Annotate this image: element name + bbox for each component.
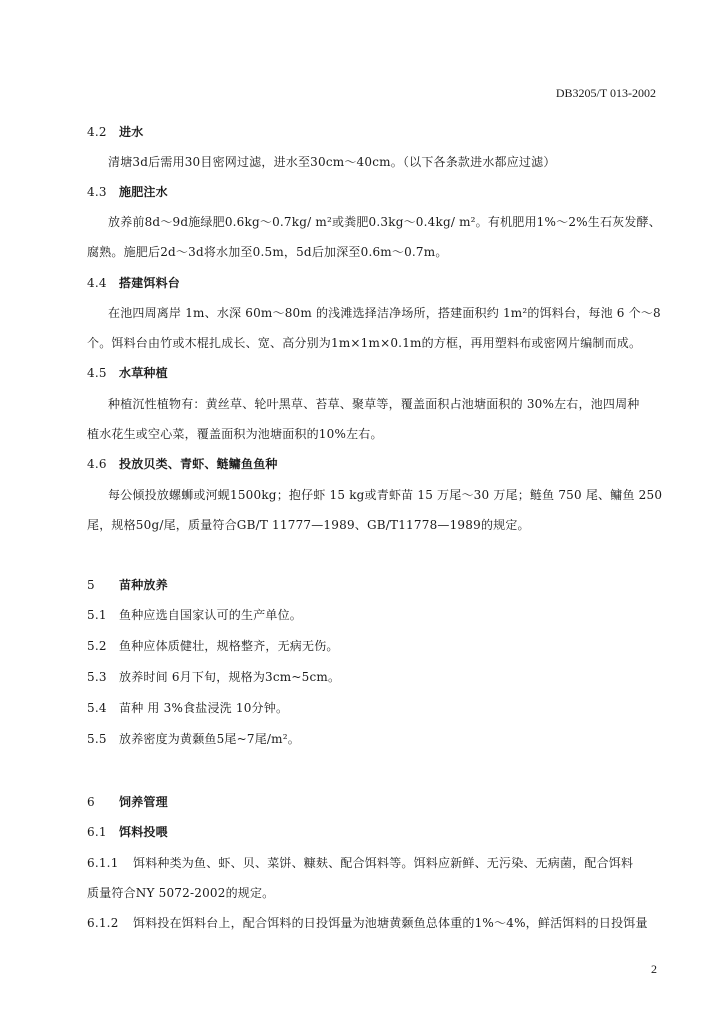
clause-6-1-1: [87, 854, 633, 871]
section-number: 4.2: [87, 125, 107, 139]
section-number: 6: [87, 795, 95, 809]
section-heading-4-5: [87, 364, 168, 381]
clause-text: 苗种 用 3%食盐浸洗 10分钟。: [119, 701, 289, 715]
section-title: 搭建饵料台: [119, 276, 181, 290]
document-code: DB3205/T 013-2002: [555, 86, 656, 100]
clause-number: 6.1.1: [87, 856, 119, 870]
clause-text: 鱼种应体质健壮，规格整齐，无病无伤。: [119, 639, 339, 653]
clause-5-1: [87, 606, 302, 623]
clause-text: 鱼种应选自国家认可的生产单位。: [119, 608, 303, 622]
section-title: 苗种放养: [119, 578, 168, 592]
section-title: 饲养管理: [119, 795, 168, 809]
section-heading-4-6: [87, 455, 278, 472]
section-number: 4.3: [87, 185, 107, 199]
section-title: 进水: [119, 125, 144, 139]
section-heading-6-1: [87, 823, 168, 840]
clause-number: 5.3: [87, 670, 107, 684]
section-title: 投放贝类、青虾、鲢鳙鱼鱼种: [119, 457, 278, 471]
clause-text: 放养时间 6月下旬，规格为3cm~5cm。: [119, 670, 341, 684]
clause-number: 6.1.2: [87, 916, 119, 930]
section-number: 4.6: [87, 457, 107, 471]
clause-5-5: [87, 730, 300, 747]
paragraph-line: 种植沉性植物有：黄丝草、轮叶黑草、苔草、聚草等，覆盖面积占池塘面积的 30%左右，池四周种: [108, 397, 640, 411]
clause-5-2: [87, 637, 339, 654]
clause-5-4: [87, 699, 288, 716]
section-number: 6.1: [87, 825, 107, 839]
section-title: 施肥注水: [119, 185, 168, 199]
clause-number: 5.5: [87, 732, 107, 746]
paragraph-line: 每公倾投放螺蛳或河蚬1500kg；抱仔虾 15 kg或青虾苗 15 万尾～30 万尾；鲢鱼 750 尾、鳙鱼 250: [108, 488, 663, 502]
paragraph-line: 尾，规格50g/尾，质量符合GB/T 11777—1989、GB/T11778—1989的规定。: [87, 518, 530, 532]
clause-number: 5.4: [87, 701, 107, 715]
paragraph-line: 在池四周离岸 1m、水深 60m～80m 的浅滩选择洁净场所，搭建面积约 1m²的饵料台，每池 6 个～8: [108, 306, 661, 320]
page-number: 2: [651, 962, 657, 976]
clause-text: 饵料种类为鱼、虾、贝、菜饼、糠麸、配合饵料等。饵料应新鲜、无污染、无病菌，配合饵料: [133, 856, 634, 870]
paragraph-line: 植水花生或空心菜，覆盖面积为池塘面积的10%左右。: [87, 427, 383, 441]
paragraph-line: 质量符合NY 5072-2002的规定。: [87, 886, 275, 900]
paragraph-line: 个。饵料台由竹或木棍扎成长、宽、高分别为1m×1m×0.1m的方框，再用塑料布或密网片编制而成。: [87, 336, 642, 350]
section-heading-5: [87, 576, 168, 593]
clause-number: 5.1: [87, 608, 107, 622]
section-number: 4.5: [87, 366, 107, 380]
clause-number: 5.2: [87, 639, 107, 653]
section-heading-4-2: [87, 123, 143, 140]
section-title: 饵料投喂: [119, 825, 168, 839]
clause-text: 饵料投在饵料台上，配合饵料的日投饵量为池塘黄颡鱼总体重的1%～4%，鲜活饵料的日投饵量: [133, 916, 648, 930]
section-title: 水草种植: [119, 366, 168, 380]
paragraph-line: 清塘3d后需用30目密网过滤，进水至30cm～40cm。（以下各条款进水都应过滤）: [108, 155, 556, 169]
section-number: 4.4: [87, 276, 107, 290]
section-number: 5: [87, 578, 95, 592]
clause-text: 放养密度为黄颡鱼5尾~7尾/m²。: [119, 732, 300, 746]
clause-5-3: [87, 668, 340, 685]
section-heading-6: [87, 793, 168, 810]
section-heading-4-3: [87, 183, 168, 200]
section-heading-4-4: [87, 274, 180, 291]
paragraph-line: 腐熟。施肥后2d～3d将水加至0.5m，5d后加深至0.6m～0.7m。: [87, 245, 448, 259]
clause-6-1-2: [87, 914, 648, 931]
paragraph-line: 放养前8d～9d施绿肥0.6kg～0.7kg/ m²或粪肥0.3kg～0.4kg/ m²。有机肥用1%～2%生石灰发酵、: [108, 215, 661, 229]
